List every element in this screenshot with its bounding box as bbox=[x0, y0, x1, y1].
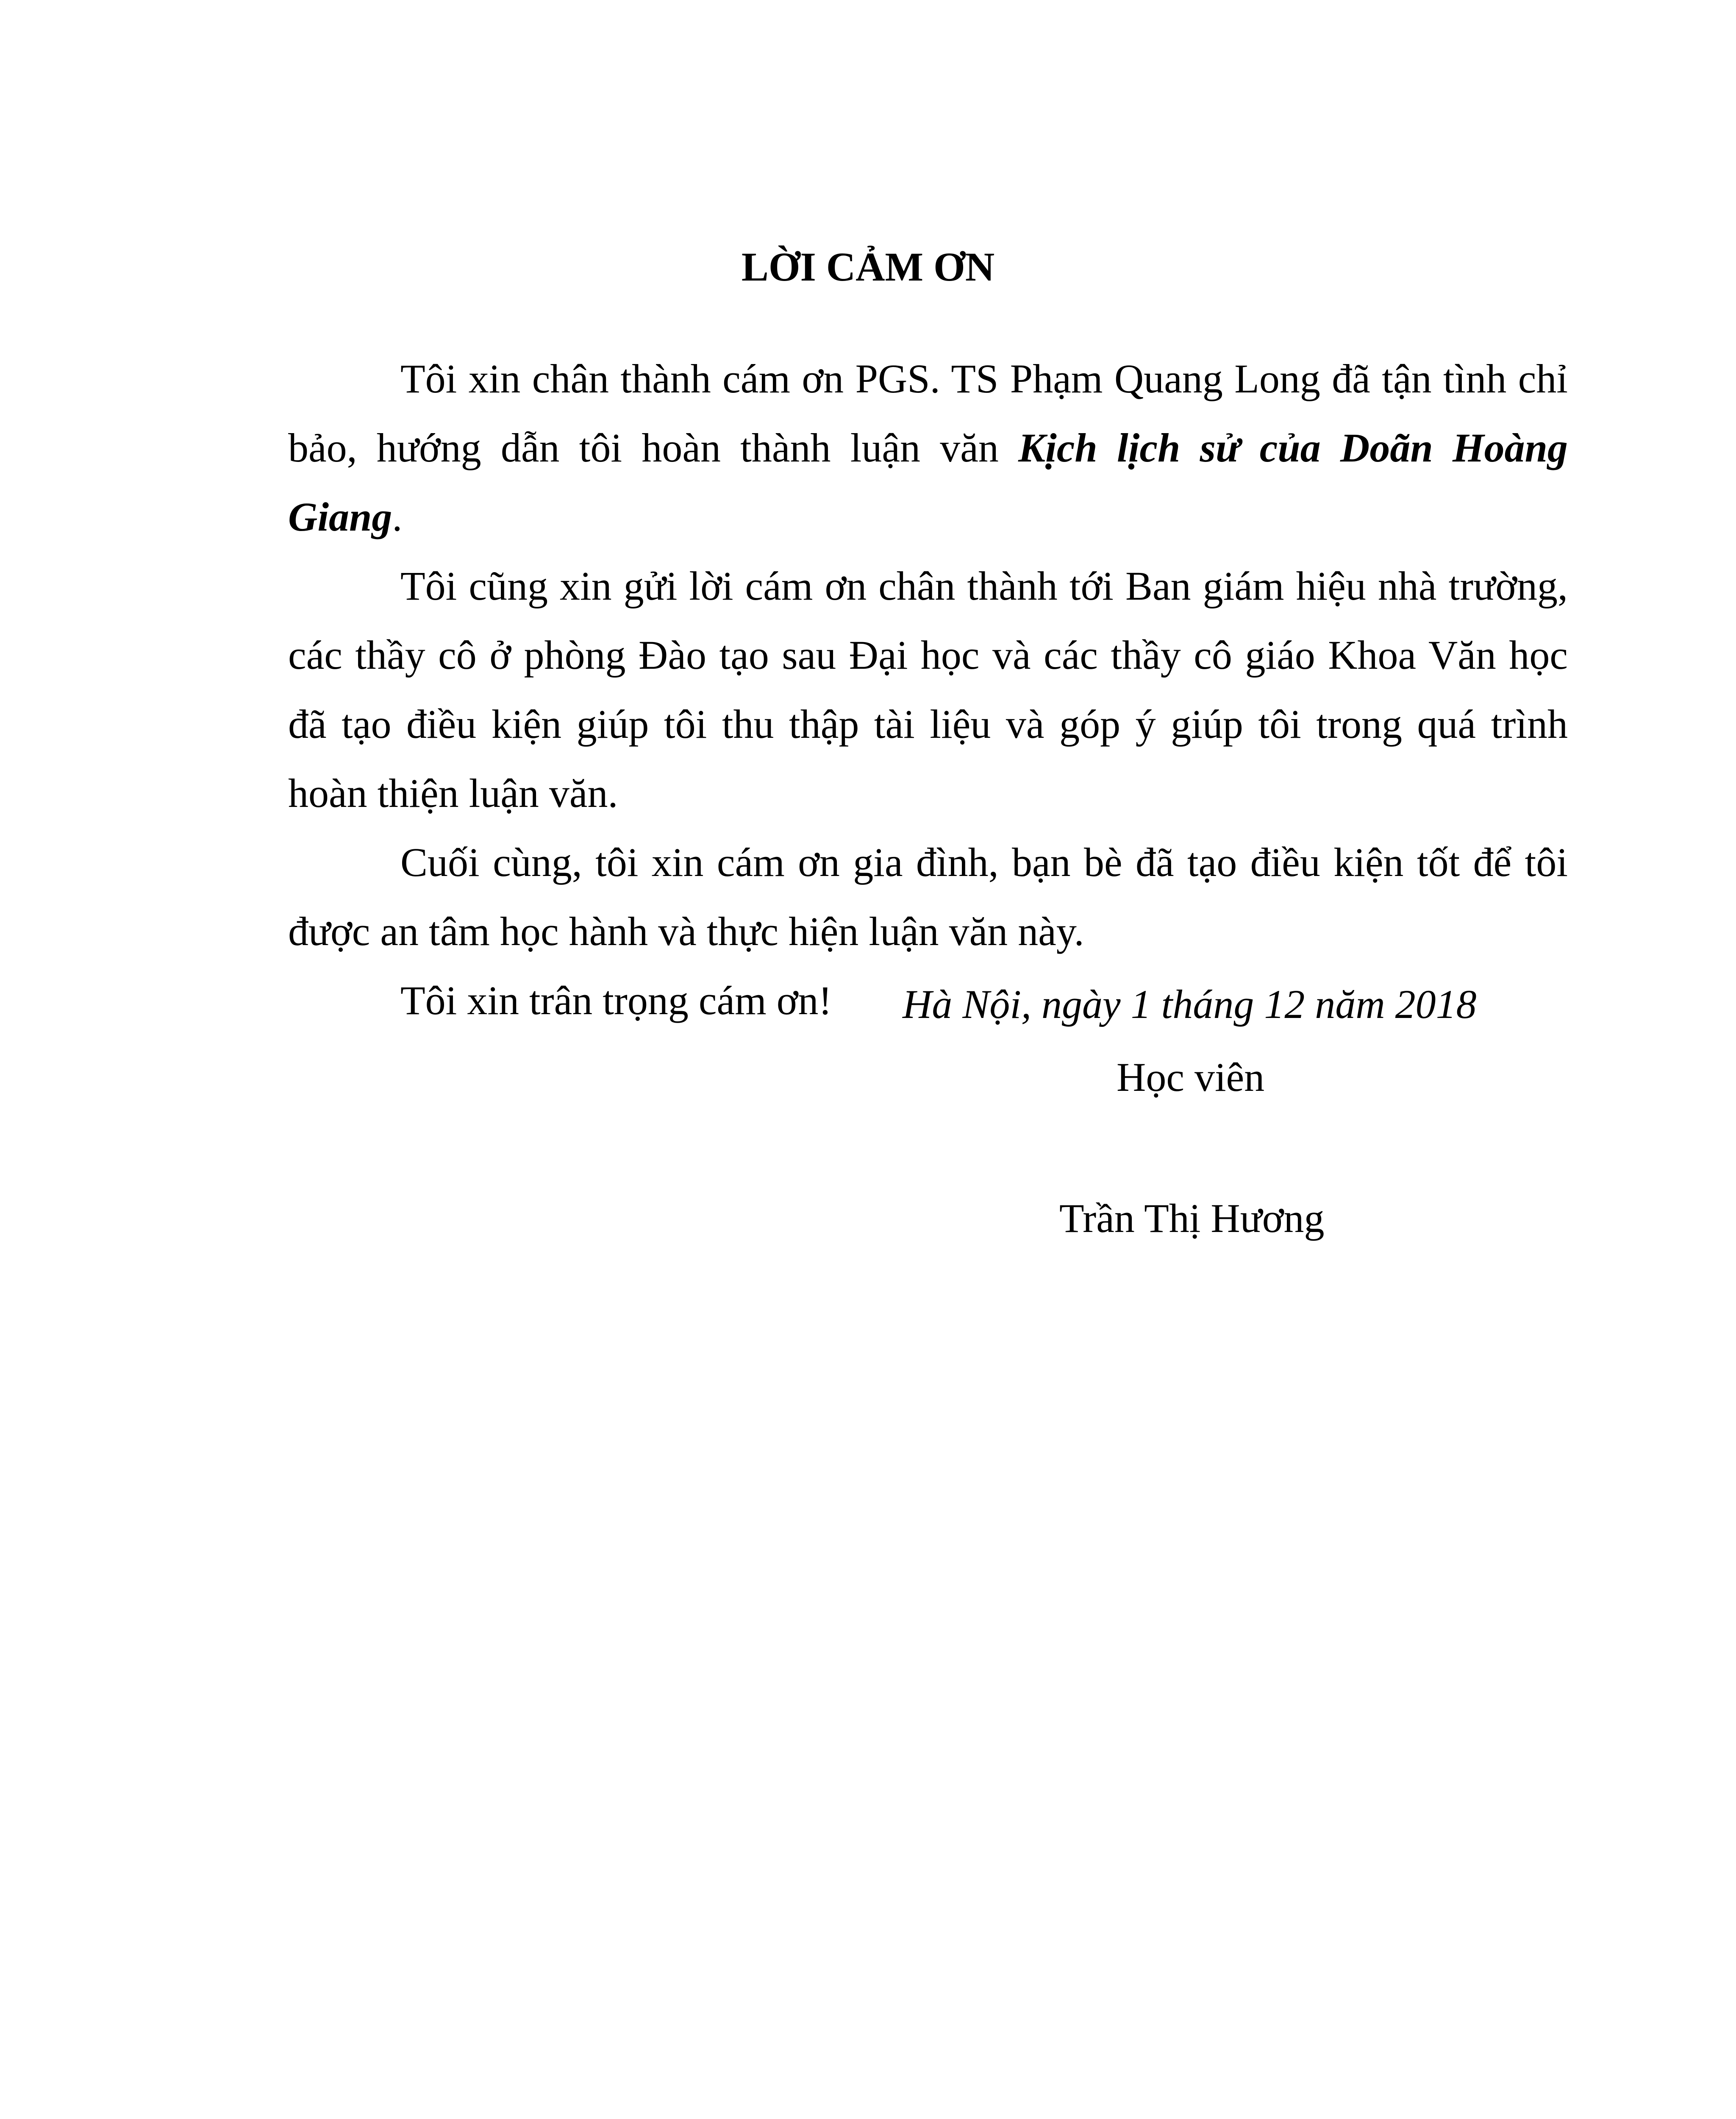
signature-place-date: Hà Nội, ngày 1 tháng 12 năm 2018 bbox=[903, 982, 1477, 1027]
paragraph-advisor-thanks-end: . bbox=[392, 494, 403, 539]
paragraph-family-thanks: Cuối cùng, tôi xin cám ơn gia đình, bạn bè đã tạo điều kiện tốt để tôi được an tâm học hành và thực hiện luận văn này. bbox=[288, 840, 1568, 954]
page-title: LỜI CẢM ƠN bbox=[741, 244, 995, 289]
thesis-title: Kịch lịch sử của Doãn Hoàng Giang bbox=[288, 425, 1568, 539]
signature-name: Trần Thị Hương bbox=[1059, 1196, 1325, 1241]
signature-role: Học viên bbox=[1117, 1054, 1265, 1100]
paragraph-advisor-thanks bbox=[288, 344, 1568, 551]
acknowledgement-body bbox=[288, 344, 1568, 1035]
paragraph-closing: Tôi xin trân trọng cám ơn! bbox=[400, 978, 832, 1023]
paragraph-advisor-thanks-text: Tôi xin chân thành cám ơn PGS. TS Phạm Quang Long đã tận tình chỉ bảo, hướng dẫn tôi hoàn thành luận văn bbox=[288, 356, 1568, 470]
paragraph-school-thanks: Tôi cũng xin gửi lời cám ơn chân thành tới Ban giám hiệu nhà trường, các thầy cô ở phòng Đào tạo sau Đại học và các thầy cô giáo Khoa Văn học đã tạo điều kiện giúp tôi thu thập tài liệu và góp ý giúp tôi trong quá trình hoàn thiện luận văn. bbox=[288, 563, 1568, 816]
